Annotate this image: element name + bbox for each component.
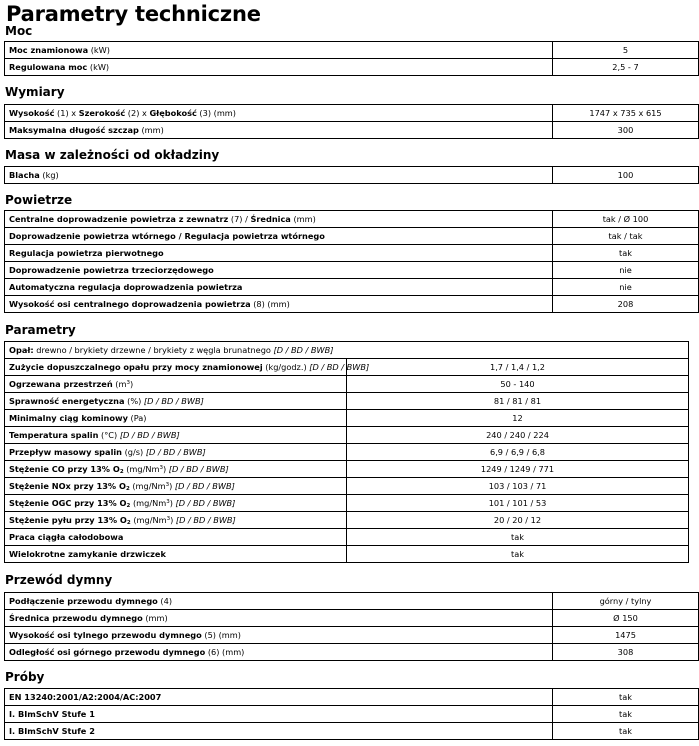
row-value: 208 [553,296,699,313]
table-row: Odległość osi górnego przewodu dymnego (6) (mm) 308 [5,644,699,661]
section-heading-przewod-dymny: Przewód dymny [5,573,113,587]
row-label: Temperatura spalin [9,430,99,440]
row-value: 101 / 101 / 53 [347,495,689,512]
row-label: Praca ciągła całodobowa [9,532,124,542]
table-row: Stężenie OGC przy 13% $O_2$ (mg/Nm$^3$) [D / BD / BWB] 101 / 101 / 53 [5,495,689,512]
table-row: Przepływ masowy spalin (g/s) [D / BD / BWB] 6,9 / 6,9 / 6,8 [5,444,689,461]
table-moc [4,41,699,76]
row-value: Ø 150 [553,610,699,627]
row-label: Stężenie CO przy 13% $O_2$ [9,464,124,475]
row-label: Minimalny ciąg kominowy [9,413,128,423]
row-unit: (kW) [90,45,110,55]
table-row: Stężenie pyłu przy 13% $O_2$ (mg/Nm$^3$) [D / BD / BWB] 20 / 20 / 12 [5,512,689,529]
row-value: 6,9 / 6,9 / 6,8 [347,444,689,461]
table-masa [4,166,699,184]
table-row [5,706,699,723]
table-proby [4,688,699,740]
row-value: 5 [553,42,699,59]
section-heading-moc: Moc [5,24,33,38]
table-row: Minimalny ciąg kominowy (Pa) 12 [5,410,689,427]
table-row [5,546,689,563]
row-value: 50 - 140 [347,376,689,393]
table-row: Centralne doprowadzenie powietrza z zewnatrz (7) / Średnica (mm) tak / Ø 100 [5,211,699,228]
table-row [5,122,699,139]
table-row [5,245,699,262]
row-label: Moc znamionowa [9,45,89,55]
row-value: nie [553,279,699,296]
row-label: I. BImSchV Stufe 1 [9,709,95,719]
row-value: 20 / 20 / 12 [347,512,689,529]
table-row [5,262,699,279]
row-label: Przepływ masowy spalin [9,447,123,457]
table-wymiary [4,104,699,139]
row-value: 103 / 103 / 71 [347,478,689,495]
table-row: Średnica przewodu dymnego (mm) Ø 150 [5,610,699,627]
table-przewod-dymny [4,592,699,661]
row-value: 1249 / 1249 / 771 [347,461,689,478]
row-value: tak [553,723,699,740]
table-row [5,296,699,313]
row-value: 1747 x 735 x 615 [553,105,699,122]
row-label: Stężenie OGC przy 13% $O_2$ [9,498,131,509]
row-value: 100 [553,167,699,184]
row-label: EN 13240:2001/A2:2004/AC:2007 [9,692,162,702]
section-heading-powietrze: Powietrze [5,193,73,207]
row-value: 81 / 81 / 81 [347,393,689,410]
row-value: tak [347,546,689,563]
row-value: tak / tak [553,228,699,245]
row-label: Ogrzewana przestrzeń [9,379,113,389]
row-value: 1475 [553,627,699,644]
row-label: Doprowadzenie powietrza trzeciorzędowego [9,265,214,275]
table-row [5,59,699,76]
table-row [5,279,699,296]
table-row: Zużycie dopuszczalnego opału przy mocy znamionowej (kg/godz.) [D / BD / BWB] 1,7 / 1,4 / 1,2 [5,359,689,376]
row-label: Sprawność energetyczna [9,396,125,406]
section-heading-proby: Próby [5,670,45,684]
table-row: Stężenie NOx przy 13% $O_2$ (mg/Nm$^3$) [D / BD / BWB] 103 / 103 / 71 [5,478,689,495]
page-title: Parametry techniczne [6,2,261,26]
row-value: 12 [347,410,689,427]
table-row: Podłączenie przewodu dymnego (4) górny / tylny [5,593,699,610]
row-label: Odległość osi górnego przewodu dymnego [9,647,206,657]
table-row: Ogrzewana przestrzeń $(m^3)$ 50 - 140 [5,376,689,393]
row-label: Centralne doprowadzenie powietrza z zewnatrz [9,214,229,224]
row-label: Regulowana moc [9,62,88,72]
row-value: tak [347,529,689,546]
row-value: tak / Ø 100 [553,211,699,228]
row-label: Wysokość osi centralnego doprowadzenia powietrza [9,299,251,309]
table-row: Opał: drewno / brykiety drzewne / brykiety z węgla brunatnego [D / BD / BWB] [5,342,689,359]
section-heading-masa: Masa w zależności od okładziny [5,148,220,162]
row-label: Stężenie NOx przy 13% $O_2$ [9,481,130,492]
row-label: Regulacja powietrza pierwotnego [9,248,164,258]
row-label: I. BImSchV Stufe 2 [9,726,95,736]
table-row: Stężenie CO przy 13% $O_2$ (mg/Nm$^3$) [D / BD / BWB] 1249 / 1249 / 771 [5,461,689,478]
row-label: Maksymalna długość szczap [9,125,139,135]
row-label: Wysokość [9,108,55,118]
table-powietrze [4,210,699,313]
row-value: tak [553,245,699,262]
table-row [5,529,689,546]
row-label: Opał: [9,345,34,355]
row-label: Wielokrotne zamykanie drzwiczek [9,549,166,559]
table-row [5,723,699,740]
row-label: Stężenie pyłu przy 13% $O_2$ [9,515,131,526]
table-row: Sprawność energetyczna (%) [D / BD / BWB] 81 / 81 / 81 [5,393,689,410]
row-value: tak [553,706,699,723]
row-value: 1,7 / 1,4 / 1,2 [347,359,689,376]
table-row [5,167,699,184]
row-label: Średnica przewodu dymnego [9,613,143,623]
row-value: 240 / 240 / 224 [347,427,689,444]
row-label: Podłączenie przewodu dymnego [9,596,158,606]
row-label: Automatyczna regulacja doprowadzenia powietrza [9,282,243,292]
row-value: 308 [553,644,699,661]
table-parametry [4,341,689,563]
row-value: nie [553,262,699,279]
row-value: 2,5 - 7 [553,59,699,76]
table-row: Wysokość osi tylnego przewodu dymnego (5) (mm) 1475 [5,627,699,644]
row-label: Wysokość osi tylnego przewodu dymnego [9,630,202,640]
table-row [5,689,699,706]
table-row: Temperatura spalin (°C) [D / BD / BWB] 240 / 240 / 224 [5,427,689,444]
section-heading-wymiary: Wymiary [5,85,65,99]
section-heading-parametry: Parametry [5,323,76,337]
row-unit: (kg) [42,170,59,180]
row-unit: (8) (mm) [253,299,290,309]
row-unit: (mm) [141,125,164,135]
table-row [5,228,699,245]
table-row [5,42,699,59]
row-label: Doprowadzenie powietrza wtórnego / Regulacja powietrza wtórnego [9,231,325,241]
row-label: Blacha [9,170,40,180]
row-value: 300 [553,122,699,139]
row-unit: (kW) [89,62,110,72]
row-value: tak [553,689,699,706]
row-label: Zużycie dopuszczalnego opału przy mocy znamionowej [9,362,263,372]
row-value: górny / tylny [553,593,699,610]
table-row: Wysokość (1) x Szerokość (2) x Głębokość (3) (mm) 1747 x 735 x 615 [5,105,699,122]
